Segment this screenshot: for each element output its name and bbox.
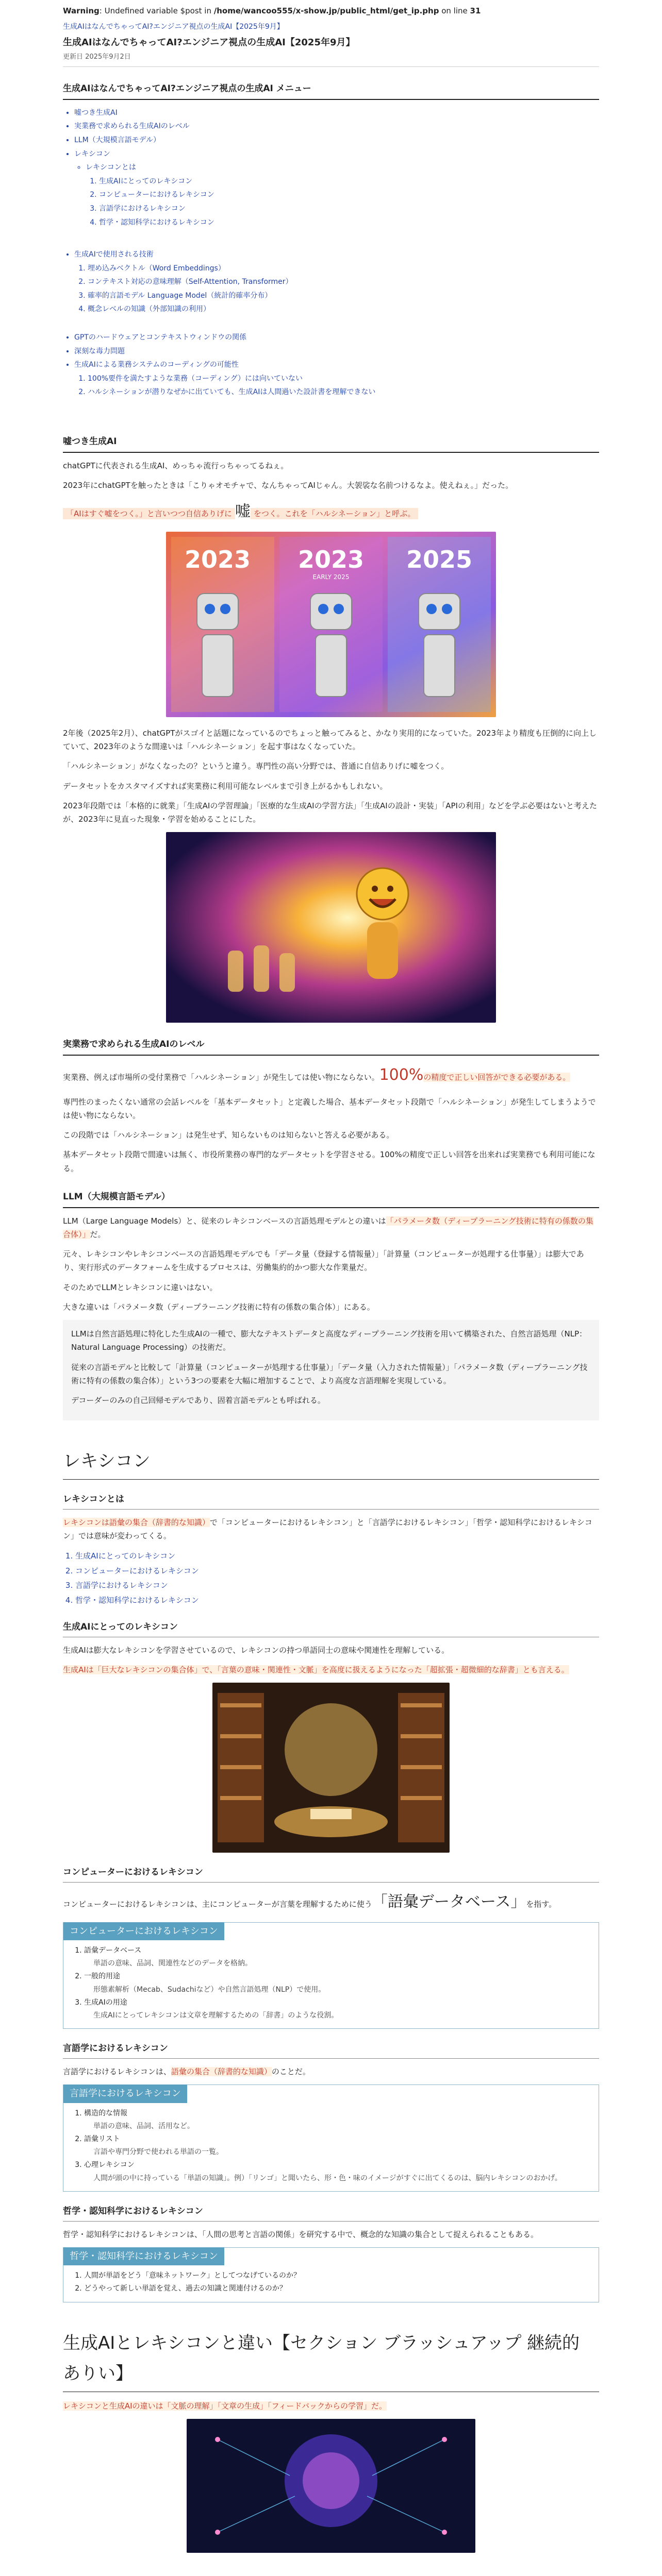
list-item[interactable]: 3. 言語学におけるレキシコン <box>75 1578 599 1593</box>
section-heading-business-level: 実業務で求められる生成AIのレベル <box>63 1037 599 1056</box>
computer-lexicon-card <box>63 1922 599 2029</box>
paragraph: 元々、レキシコンやレキシコンベースの言語処理モデルでも「データ量（登録する情報量）」「計算量（コンピューターが処理する仕事量）」は膨大であり、実行形式のデータフォームを生成するプロセスは、労働集約的かつ膨大な作業量だ。 <box>63 1249 584 1273</box>
toc-item[interactable]: • GPTのハードウェアとコンテキストウィンドウの関係 <box>74 331 599 345</box>
toc-item[interactable]: 1. 生成AIにとってのレキシコン <box>99 175 599 189</box>
section-heading-llm: LLM（大規模言語モデル） <box>63 1190 599 1208</box>
warning-path: /home/wancoo555/x-show.jp/public_html/get_ip.php <box>213 6 439 15</box>
paragraph: この段階では「ハルシネーション」は発生せず、知らないものは知らないと答える必要がある。 <box>63 1130 394 1140</box>
toc-item[interactable]: 4. 概念レベルの知識（外部知識の利用） <box>88 302 599 316</box>
paragraph: 2023年にchatGPTを触ったときは「こりゃオモチャで、なんちゃってAIじゃん。大袈裟な名前つけるなよ。使えねぇ。」だった。 <box>63 481 514 490</box>
toc-item[interactable]: 1. 埋め込みベクトル（Word Embeddings） <box>88 262 599 276</box>
page-title: 生成AIはなんでちゃってAI?エンジニア視点の生成AI【2025年9月】 <box>63 37 355 48</box>
list-item[interactable]: 1. 生成AIにとってのレキシコン <box>75 1549 599 1564</box>
paragraph: 「ハルシネーション」がなくなったの？というと違う。専門性の高い分野では、普通に自信ありげに嘘をつく。 <box>63 761 449 771</box>
toc-item[interactable]: 生成AIで使用される技術 <box>74 250 154 259</box>
img-label: 2025 <box>406 545 473 573</box>
card-header: コンピューターにおけるレキシコン <box>63 1922 224 1941</box>
toc-item[interactable]: 3. 確率的言語モデル Language Model（統計的確率分布） <box>88 289 599 303</box>
table-of-contents <box>63 106 599 399</box>
paragraph: 2年後（2025年2月）、chatGPTがスゴイと話題になっているのでちょっと触ってみると、かなり実用的になっていた。2023年より精度も圧倒的に向上していて、2023年のような間違いは「ハルシネーション」を起す事はなくなっていた。 <box>63 728 597 752</box>
toc-item[interactable]: 2. ハルシネーションが潜りなぜかに出ていても、生成AIは人間過いた設計書を理解できない <box>88 385 599 399</box>
library-illustration <box>212 1683 450 1853</box>
para-red: 語彙の集合（辞書的な知識） <box>171 2066 272 2076</box>
paragraph: chatGPTに代表される生成AI、めっちゃ流行っちゃってるねぇ。 <box>63 461 289 470</box>
paragraph: 基本データセット段階で間違いは無く、市役所業務の専門的なデータセットを学習させる。100%の精度で正しい回答を出来れば実業務でも利用可能になる。 <box>63 1150 595 1173</box>
quote-big-text: 嘘 <box>235 502 251 521</box>
para-text: コンピューターにおけるレキシコンは、主にコンピューターが言葉を理解するために使う <box>63 1900 372 1909</box>
paragraph: 生成AIは膨大なレキシコンを学習させているので、レキシコンの持つ単語同士の意味や関連性を理解している。 <box>63 1645 450 1655</box>
para-text: 実業務、例えば市場所の受付業務で「ハルシネーション」が発生しては使い物にならない。 <box>63 1073 379 1082</box>
para-red: の精度で正しい回答ができる必要がある。 <box>423 1073 571 1082</box>
paragraph: そのためでLLMとレキシコンに違いはない。 <box>63 1282 218 1292</box>
card-item-title: 構造的な情報 <box>84 2109 127 2117</box>
card-item-title: 心理レキシコン <box>84 2161 135 2170</box>
paragraph: 専門性のまったくない通常の会話レベルを「基本データセット」と定義した場合、基本データセット段階で「ハルシネーション」が発生してしまうようでは使い物にならない。 <box>63 1097 596 1120</box>
toc-item[interactable]: • 嘘つき生成AI <box>74 106 599 120</box>
toc-heading: 生成AIはなんでちゃってAI?エンジニア視点の生成AI メニュー <box>63 81 599 100</box>
card-item: 1. 人間が単語をどう「意味ネットワーク」としてつなげているのか？ <box>84 2269 587 2282</box>
paragraph: データセットをカスタマイズすれば実業務に利用可能なレベルまで引き上がるかもしれない。 <box>63 781 388 791</box>
card-item-desc: 形態素解析（Mecab、Sudachiなど）や自然言語処理（NLP）で使用。 <box>93 1985 326 1994</box>
subheading-philosophy-lexicon: 哲学・認知科学におけるレキシコン <box>63 2204 599 2222</box>
php-warning <box>63 4 599 18</box>
quote-text-a: 「AIはすぐ嘘をつく。」と言いつつ自信ありげに <box>63 508 235 519</box>
card-item <box>84 2159 587 2184</box>
paragraph <box>63 1889 599 1916</box>
warning-text: : Undefined variable $post in <box>99 6 214 15</box>
card-item-title: 語彙データベース <box>84 1946 142 1955</box>
paragraph <box>63 2399 599 2413</box>
paragraph <box>63 1516 599 1543</box>
toc-item[interactable]: レキシコン <box>74 149 110 158</box>
card-item-desc: 単語の意味、品詞、活用など。 <box>93 2122 194 2130</box>
img-sublabel: EARLY 2025 <box>312 573 350 581</box>
para-big-red: 100% <box>379 1066 424 1084</box>
paragraph: 従来の言語モデルと比較して「計算量（コンピューターが処理する仕事量）」「データ量（入力された情報量）」「パラメータ数（ディープラーニング技術に特有の係数の集合体）」という3つの要素を大幅に増加することで、より高度な言語理解を実現している。 <box>71 1362 588 1385</box>
subheading-linguistics-lexicon: 言語学におけるレキシコン <box>63 2041 599 2059</box>
philosophy-lexicon-card <box>63 2247 599 2302</box>
paragraph <box>63 2065 599 2078</box>
toc-item[interactable]: レキシコンとは <box>86 163 136 172</box>
para-red: レキシコンと生成AIの違いは「文脈の理解」「文章の生成」「フィードバックからの学習」だ。 <box>63 2401 387 2411</box>
card-item <box>84 1970 587 1996</box>
glowing-ai-illustration <box>166 832 496 1023</box>
warning-online: on line <box>439 6 470 15</box>
section-heading-lexicon: レキシコン <box>63 1446 599 1480</box>
linguistics-lexicon-card <box>63 2084 599 2192</box>
toc-item[interactable]: 2. コンテキスト対応の意味理解（Self-Attention, Transformer） <box>88 275 599 289</box>
hallucination-quote <box>63 498 599 526</box>
warning-label: Warning <box>63 6 100 15</box>
card-item-desc: 生成AIにとってレキシコンは文章を理解するための「辞書」のような役割。 <box>93 2011 339 2020</box>
para-red: レキシコンは語彙の集合（辞書的な知識） <box>63 1517 210 1527</box>
toc-item[interactable]: 3. 言語学におけるレキシコン <box>99 202 599 216</box>
para-text: LLM（Large Language Models）と、従来のレキシコンベースの言語処理モデルとの違いは <box>63 1216 386 1226</box>
section-heading-liar-ai: 嘘つき生成AI <box>63 434 599 453</box>
subheading-computer-lexicon: コンピューターにおけるレキシコン <box>63 1865 599 1883</box>
section-heading-ai-vs-lexicon: 生成AIとレキシコンと違い【セクション ブラッシュアップ 継続的 ありい】 <box>63 2328 599 2392</box>
para-text: だ。 <box>90 1229 106 1239</box>
para-red: 生成AIは「巨大なレキシコンの集合体」で、「言葉の意味・関連性・文脈」を高度に扱えるようになった「超拡張・超微細的な辞書」とも言える。 <box>63 1665 569 1675</box>
card-header: 言語学におけるレキシコン <box>63 2084 187 2103</box>
paragraph: 2023年段階では「本格的に就業」「生成AIの学習理論」「医療的な生成AIの学習方法」「生成AIの設計・実装」「APIの利用」などを学ぶ必要はないと考えたが、2023年に見直った現象・学習を始めることにした。 <box>63 801 597 824</box>
paragraph <box>63 1214 599 1242</box>
paragraph: LLMは自然言語処理に特化した生成AIの一種で、膨大なテキストデータと高度なディープラーニング技術を用いて構築された、自然言語処理（NLP：Natural Language Processing）の技術だ。 <box>71 1329 587 1352</box>
toc-item[interactable]: • 深刻な毒力問題 <box>74 345 599 359</box>
quote-text-b: をつく。これを「ハルシネーション」と呼ぶ。 <box>251 508 419 519</box>
brain-network-illustration <box>187 2419 475 2553</box>
card-item: 2. どうやって新しい単語を覚え、過去の知識と関連付けるのか？ <box>84 2282 587 2295</box>
llm-info-box <box>63 1320 599 1420</box>
toc-item[interactable]: • LLM（大規模言語モデル） <box>74 133 599 147</box>
para-red: 「パラメータ数（ディープラーニング技術に特有の係数の集合体）」 <box>63 1216 593 1239</box>
toc-item[interactable]: 2. コンピューターにおけるレキシコン <box>99 188 599 202</box>
card-item <box>84 2107 587 2133</box>
list-item[interactable]: 4. 哲学・認知科学におけるレキシコン <box>75 1593 599 1608</box>
paragraph <box>63 1062 599 1089</box>
para-text: で「コンピューターにおけるレキシコン」と「言語学におけるレキシコン」「哲学・認知科学におけるレキシコン」では意味が変わってくる。 <box>63 1517 592 1540</box>
card-header: 哲学・認知科学におけるレキシコン <box>63 2247 224 2266</box>
paragraph <box>63 1663 599 1676</box>
updated-date: 更新日 2025年9月2日 <box>63 52 599 67</box>
para-text: のことだ。 <box>271 2066 310 2076</box>
card-item <box>84 1944 587 1970</box>
paragraph: デコーダーのみの自己回帰モデルであり、固着言語モデルとも呼ばれる。 <box>71 1396 325 1405</box>
img-label: 2023 <box>297 545 365 573</box>
list-item[interactable]: 2. コンピューターにおけるレキシコン <box>75 1564 599 1579</box>
card-item <box>84 1996 587 2022</box>
subheading-what-is-lexicon: レキシコンとは <box>63 1492 599 1510</box>
toc-item[interactable]: 1. 100%要件を満たすような業務（コーディング）には向いていない <box>88 372 599 386</box>
toc-item[interactable]: • 実業務で求められる生成AIのレベル <box>74 120 599 133</box>
paragraph: 哲学・認知科学におけるレキシコンは、「人間の思考と言語の関係」を研究する中で、概念的な知識の集合として捉えられることもある。 <box>63 2229 539 2239</box>
breadcrumb[interactable]: 生成AIはなんでちゃってAI?エンジニア視点の生成AI【2025年9月】 <box>63 23 284 31</box>
card-item-title: 生成AIの用途 <box>84 1998 127 2007</box>
lexicon-links-list <box>63 1549 599 1607</box>
toc-item[interactable]: 生成AIによる業務システムのコーディングの可能性 <box>74 361 239 369</box>
toc-item[interactable]: 4. 哲学・認知科学におけるレキシコン <box>99 216 599 230</box>
card-item <box>84 2133 587 2159</box>
para-text: を指す。 <box>526 1900 557 1909</box>
robots-illustration <box>166 532 496 717</box>
warning-line: 31 <box>470 6 481 15</box>
para-big: 「語彙データベース」 <box>372 1893 526 1911</box>
img-label: 2023 <box>184 545 251 573</box>
para-text: 言語学におけるレキシコンは、 <box>63 2066 171 2076</box>
paragraph: 大きな違いは「パラメータ数（ディープラーニング技術に特有の係数の集合体）」にある。 <box>63 1302 375 1312</box>
subheading-gen-ai-lexicon: 生成AIにとってのレキシコン <box>63 1620 599 1637</box>
card-item-desc: 単語の意味、品詞、関連性などのデータを格納。 <box>93 1959 252 1968</box>
card-item-title: 語彙リスト <box>84 2135 120 2144</box>
card-item-desc: 人間が頭の中に持っている「単語の知識」。例）「リンゴ」と聞いたら、形・色・味のイメージがすぐに出てくるのは、脳内レキシコンのおかげ。 <box>93 2174 562 2182</box>
card-item-desc: 言語や専門分野で使われる単語の一覧。 <box>93 2148 223 2157</box>
card-item-title: 一般的用途 <box>84 1972 120 1981</box>
